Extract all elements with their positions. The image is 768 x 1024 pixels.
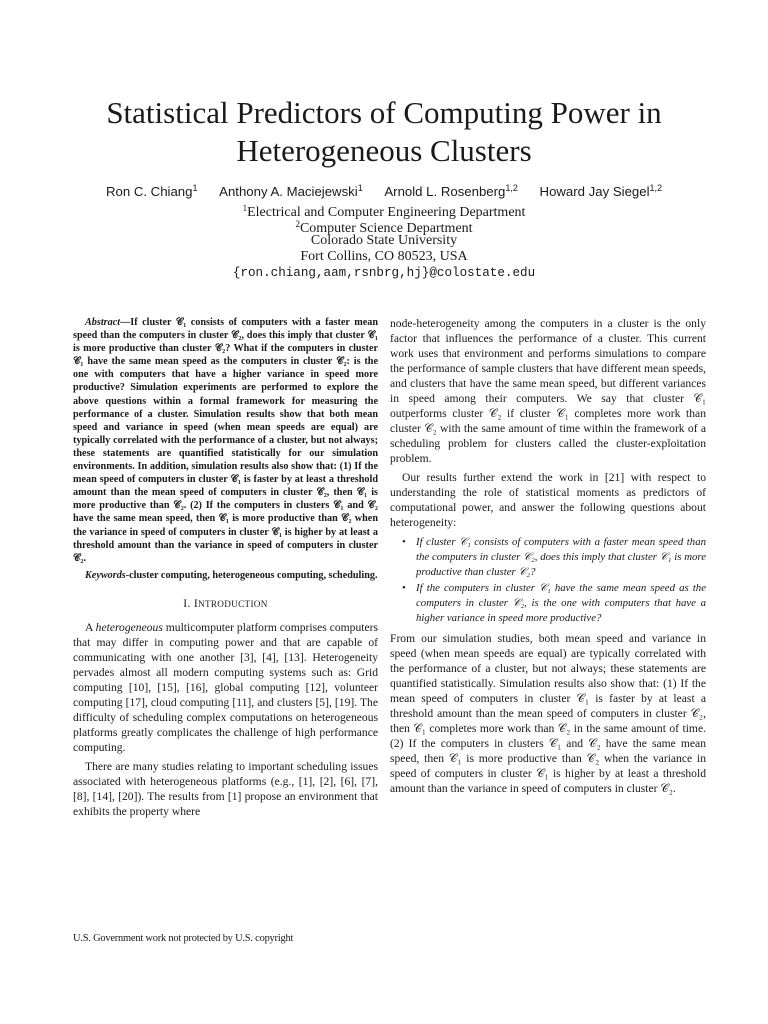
author-list [40, 179, 728, 201]
left-column [73, 316, 378, 819]
author: Anthony A. Maciejewski$^1$ [219, 183, 363, 199]
affiliation-cs: $^2$Computer Science Department [295, 219, 473, 236]
list-item: • If cluster 𝒞₁ consists of computers with a faster mean speed than the computers in cluster 𝒞₂, does this imply that cluster 𝒞₁ is more productive than cluster 𝒞₂? [402, 536, 706, 578]
author: Ron C. Chiang$^1$ [105, 183, 198, 199]
affiliation-address: Fort Collins, CO 80523, USA [300, 249, 468, 264]
intro-paragraph-3: node-heterogeneity among the computers in a cluster is the only factor that influences the performance of a cluster. This current work uses that environment and performs simulations to compare the performance of sample clusters that have different mean speeds, and clusters that have the same mean speed, but different variances in speed among their computers. We say that cluster 𝒞₁ outperforms cluster 𝒞₂ if cluster 𝒞₁ completes more work than cluster 𝒞₂ with the same amount of time within the framework of a scheduling problem for clusters called the cluster-exploitation problem. [390, 317, 706, 465]
author: Arnold L. Rosenberg$^{1,2}$ [384, 183, 518, 199]
author-emails: {ron.chiang,aam,rsnbrg,hj}@colostate.edu [232, 266, 536, 280]
right-column [390, 316, 706, 796]
intro-paragraph-4: Our results further extend the work in [21] with respect to understanding the role of statistical moments as predictors of computational power, and answer the following questions about heterogeneity: [390, 471, 706, 529]
bullet-icon: • [402, 536, 406, 548]
copyright-footer: U.S. Government work not protected by U.S. copyright [73, 933, 294, 944]
paper-title-line-2: Heterogeneous Clusters [236, 133, 532, 168]
affiliation-university: Colorado State University [310, 233, 458, 248]
question-list [390, 535, 706, 626]
affiliation-ece: $^1$Electrical and Computer Engineering Department [242, 203, 526, 220]
bullet-icon: • [402, 582, 406, 594]
author: Howard Jay Siegel$^{1,2}$ [539, 183, 663, 199]
paper-title [60, 94, 708, 170]
abstract-label: Abstract [85, 317, 121, 328]
section-heading-introduction: I. INTRODUCTION [183, 596, 268, 610]
keywords-label: Keywords [85, 569, 126, 581]
intro-paragraph-2: There are many studies relating to important scheduling issues associated with heterogeneous platforms (e.g., [1], [2], [6], [7], [8], [14], [20]). The results from [1] propose an environment that exhibits the property where [73, 759, 378, 818]
list-item: • If the computers in cluster 𝒞₁ have the same mean speed as the computers in cluster 𝒞₂, is the one with computers that have a higher variance in speed more productive? [402, 582, 706, 624]
keywords [73, 569, 378, 582]
abstract-text: —If cluster 𝒞₁ consists of computers with a faster mean speed than the computers in cluster 𝒞₂, does this imply that cluster 𝒞₁ is more productive than cluster 𝒞₂? What if the computers in cluster 𝒞₁ have the same mean speed as the computers in cluster 𝒞₂: is the one with computers that have a higher variance in speed more productive? Simulation experiments are performed to explore the above questions within a formal framework for measuring the performance of a cluster. Simulation results show that both mean speed and variance in speed (when mean speeds are equal) are typically correlated with the performance of a cluster, but not always; these statements are quantified statistically for our simulation environments. In addition, simulation results also show that: (1) If the mean speed of computers in cluster 𝒞₁ is faster by at least a threshold amount than the mean speed of computers in cluster 𝒞₂, then 𝒞₁ is more productive than 𝒞₂. (2) If the computers in clusters 𝒞₁ and 𝒞₂ have the same mean speed, then 𝒞₁ is more productive than 𝒞₂ when the variance in speed of computers in cluster 𝒞₁ is higher by at least a threshold amount than the variance in speed of computers in cluster 𝒞₂. [73, 317, 378, 564]
paper-title-line-1: Statistical Predictors of Computing Power in [106, 95, 662, 130]
abstract [73, 316, 378, 565]
intro-paragraph-1: A heterogeneous multicomputer platform comprises computers that may differ in computing power and that are capable of communicating with one another [3], [4], [13]. Heterogeneity pervades almost all modern computing systems such as: Grid computing [10], [15], [16], global computing [12], volunteer computing [17], cloud computing [11], and clusters [5], [19]. The difficulty of scheduling complex computations on heterogeneous platforms greatly complicates the challenge of high performance computing. [73, 620, 378, 754]
keywords-text: -cluster computing, heterogeneous computing, scheduling. [125, 569, 378, 581]
intro-paragraph-5: From our simulation studies, both mean speed and variance in speed (when mean speeds are equal) are typically correlated with the performance of a cluster, but not always; these statements are quantified statistically. Simulation results also show that: (1) If the mean speed of computers in cluster 𝒞₁ is faster by at least a threshold amount than the mean speed of computers in cluster 𝒞₂, then 𝒞₁ completes more work than 𝒞₂ in the same amount of time. (2) If the computers in clusters 𝒞₁ and 𝒞₂ have the same mean speed, then 𝒞₁ is more productive than 𝒞₂ when the variance in speed of computers in cluster 𝒞₁ is higher by at least a threshold amount than the variance in speed of computers in cluster 𝒞₂. [390, 632, 706, 795]
